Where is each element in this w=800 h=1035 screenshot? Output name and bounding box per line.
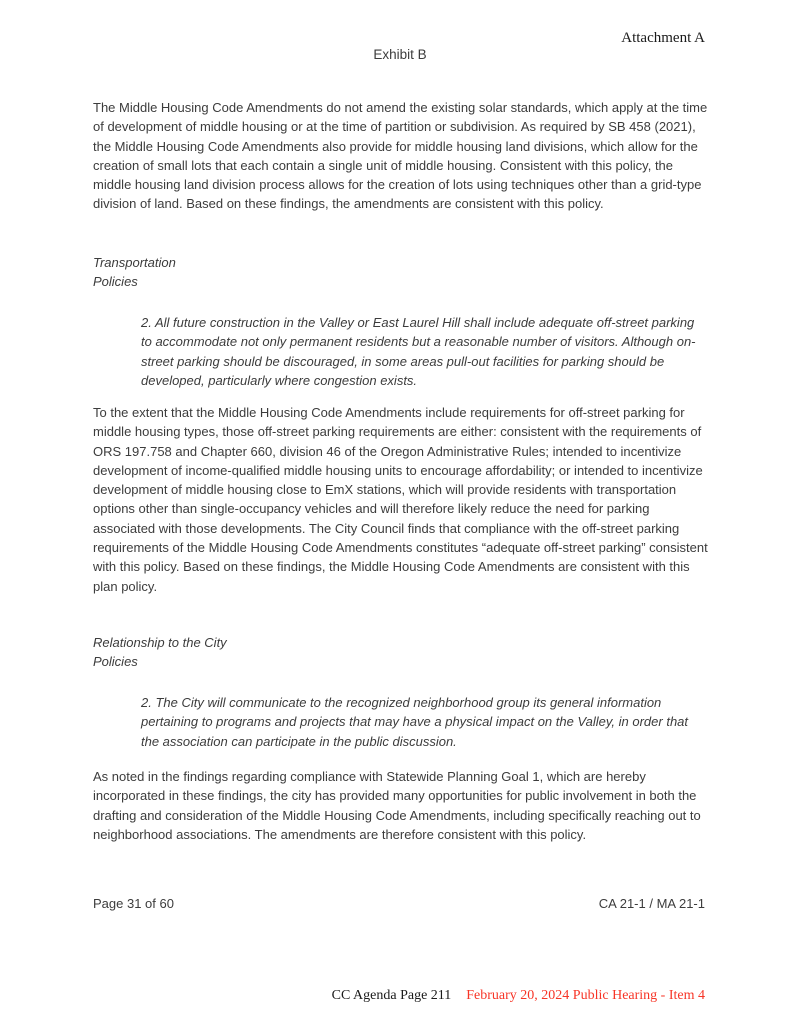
- agenda-footer: [332, 988, 705, 1004]
- section-heading-line: Relationship to the City: [93, 635, 227, 650]
- public-hearing-label: February 20, 2024 Public Hearing - Item 4: [466, 988, 705, 1003]
- paragraph-solar-standards: The Middle Housing Code Amendments do not amend the existing solar standards, which apply at the time of development of middle housing or at the time of partition or subdivision. As required by SB 458 (2021), the Middle Housing Code Amendments also provide for middle housing land divisions, which allow for the creation of small lots that each contain a single unit of middle housing. Consistent with this policy, the middle housing land division process allows for the creation of lots using techniques other than a grid-type division of land. Based on these findings, the amendments are consistent with this policy.: [93, 100, 708, 212]
- section-heading-relationship-city: [93, 633, 227, 672]
- policy-quote-offstreet-parking: 2. All future construction in the Valley or East Laurel Hill shall include adequate off-street parking to accommodate not only permanent residents but a reasonable number of visitors. Although on-street parking should be discouraged, in some areas pull-out facilities for parking should be developed, particularly where congestion exists.: [141, 315, 696, 388]
- case-number-label: CA 21-1 / MA 21-1: [598, 896, 705, 911]
- policy-quote-neighborhood-group: 2. The City will communicate to the recognized neighborhood group its general information pertaining to programs and projects that may have a physical impact on the Valley, in order that the association can participate in the public discussion.: [141, 695, 689, 749]
- paragraph-parking-findings: To the extent that the Middle Housing Code Amendments include requirements for off-street parking for middle housing types, those off-street parking requirements are either: consistent with the requirements of ORS 197.758 and Chapter 660, division 46 of the Oregon Administrative Rules; intended to incentivize development of income-qualified middle housing units to encourage affordability; or intended to incentivize development of middle housing close to EmX stations, which will provide residents with transportation options other than single-occupancy vehicles and will therefore likely reduce the need for parking associated with those developments. The City Council finds that compliance with the off-street parking requirements of the Middle Housing Code Amendments constitutes “adequate off-street parking” consistent with this policy. Based on these findings, the Middle Housing Code Amendments are consistent with this plan policy.: [93, 405, 708, 594]
- section-heading-line: Policies: [93, 654, 138, 670]
- paragraph-public-involvement: As noted in the findings regarding compliance with Statewide Planning Goal 1, which are hereby incorporated in these findings, the city has provided many opportunities for public involvement in both the drafting and consideration of the Middle Housing Code Amendments, including specifically reaching out to neighborhood associations. The amendments are therefore consistent with this policy.: [93, 769, 701, 842]
- agenda-page-label: CC Agenda Page 211: [331, 988, 452, 1003]
- attachment-label: Attachment A: [621, 30, 705, 46]
- section-heading-transportation: [93, 253, 176, 292]
- section-heading-line: Transportation: [93, 255, 176, 270]
- page-number-label: Page 31 of 60: [93, 896, 174, 911]
- section-heading-line: Policies: [93, 274, 138, 290]
- exhibit-label: Exhibit B: [373, 47, 427, 62]
